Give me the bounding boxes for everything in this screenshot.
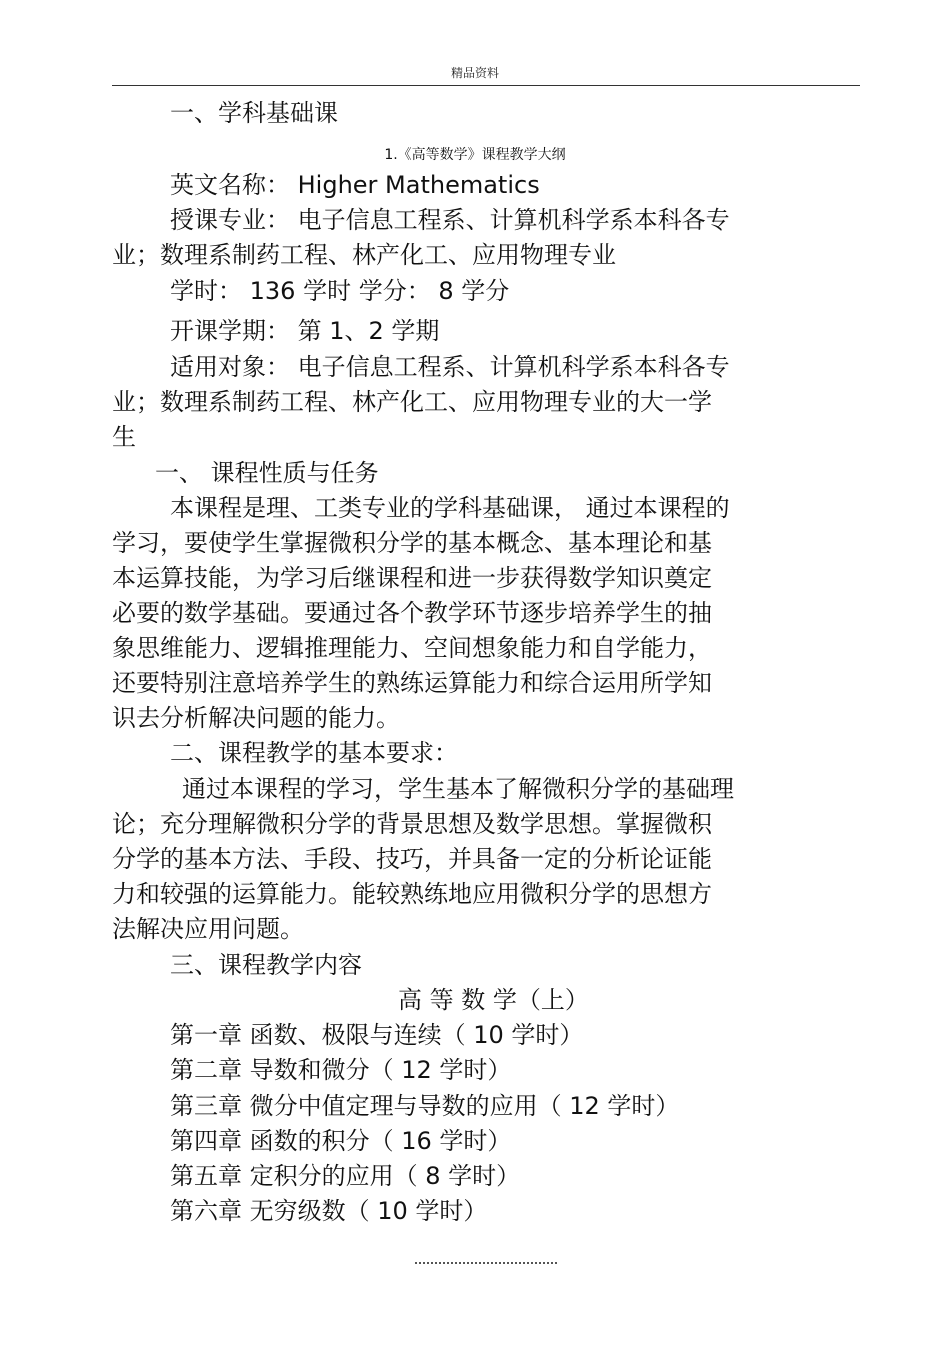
english-name: 英文名称： Higher Mathematics <box>170 171 540 199</box>
part1-heading: 一、 课程性质与任务 <box>155 459 379 487</box>
paragraph-line: 论；充分理解微积分学的背景思想及数学思想。掌握微积 <box>112 810 712 838</box>
paragraph-line: 法解决应用问题。 <box>112 915 304 943</box>
part3-heading: 三、课程教学内容 <box>170 951 362 979</box>
part2-heading: 二、课程教学的基本要求： <box>170 739 458 767</box>
footer-rule <box>415 1262 557 1264</box>
section-heading: 一、学科基础课 <box>170 99 338 127</box>
paragraph-line: 学习，要使学生掌握微积分学的基本概念、基本理论和基 <box>112 529 712 557</box>
header-rule <box>112 85 860 86</box>
major-line-2: 业；数理系制药工程、林产化工、应用物理专业 <box>112 241 616 269</box>
paragraph-line: 通过本课程的学习，学生基本了解微积分学的基础理 <box>182 775 734 803</box>
term: 开课学期： 第 1、2 学期 <box>170 317 440 345</box>
hours-credits: 学时： 136 学时 学分： 8 学分 <box>170 277 510 305</box>
paragraph-line: 识去分析解决问题的能力。 <box>112 704 400 732</box>
header-label: 精品资料 <box>450 66 499 80</box>
paragraph-line: 本课程是理、工类专业的学科基础课， 通过本课程的 <box>170 494 730 522</box>
paragraph-line: 还要特别注意培养学生的熟练运算能力和综合运用所学知 <box>112 669 712 697</box>
volume-title: 高 等 数 学（上） <box>398 986 589 1014</box>
audience-line-2: 业；数理系制药工程、林产化工、应用物理专业的大一学 <box>112 388 712 416</box>
paragraph-line: 必要的数学基础。要通过各个教学环节逐步培养学生的抽 <box>112 599 712 627</box>
chapter-item: 第一章 函数、极限与连续（ 10 学时） <box>170 1021 584 1049</box>
paragraph-line: 本运算技能，为学习后继课程和进一步获得数学知识奠定 <box>112 564 712 592</box>
chapter-item: 第三章 微分中值定理与导数的应用（ 12 学时） <box>170 1092 680 1120</box>
paragraph-line: 象思维能力、逻辑推理能力、空间想象能力和自学能力， <box>112 634 712 662</box>
paragraph-line: 力和较强的运算能力。能较熟练地应用微积分学的思想方 <box>112 880 712 908</box>
chapter-item: 第五章 定积分的应用（ 8 学时） <box>170 1162 521 1190</box>
major-line-1: 授课专业： 电子信息工程系、计算机科学系本科各专 <box>170 206 730 234</box>
course-title: 1.《高等数学》课程教学大纲 <box>384 147 566 163</box>
audience-line-1: 适用对象： 电子信息工程系、计算机科学系本科各专 <box>170 353 730 381</box>
paragraph-line: 分学的基本方法、手段、技巧，并具备一定的分析论证能 <box>112 845 712 873</box>
audience-line-3: 生 <box>112 423 136 451</box>
chapter-item: 第四章 函数的积分（ 16 学时） <box>170 1127 512 1155</box>
chapter-item: 第二章 导数和微分（ 12 学时） <box>170 1056 512 1084</box>
chapter-item: 第六章 无穷级数（ 10 学时） <box>170 1197 488 1225</box>
